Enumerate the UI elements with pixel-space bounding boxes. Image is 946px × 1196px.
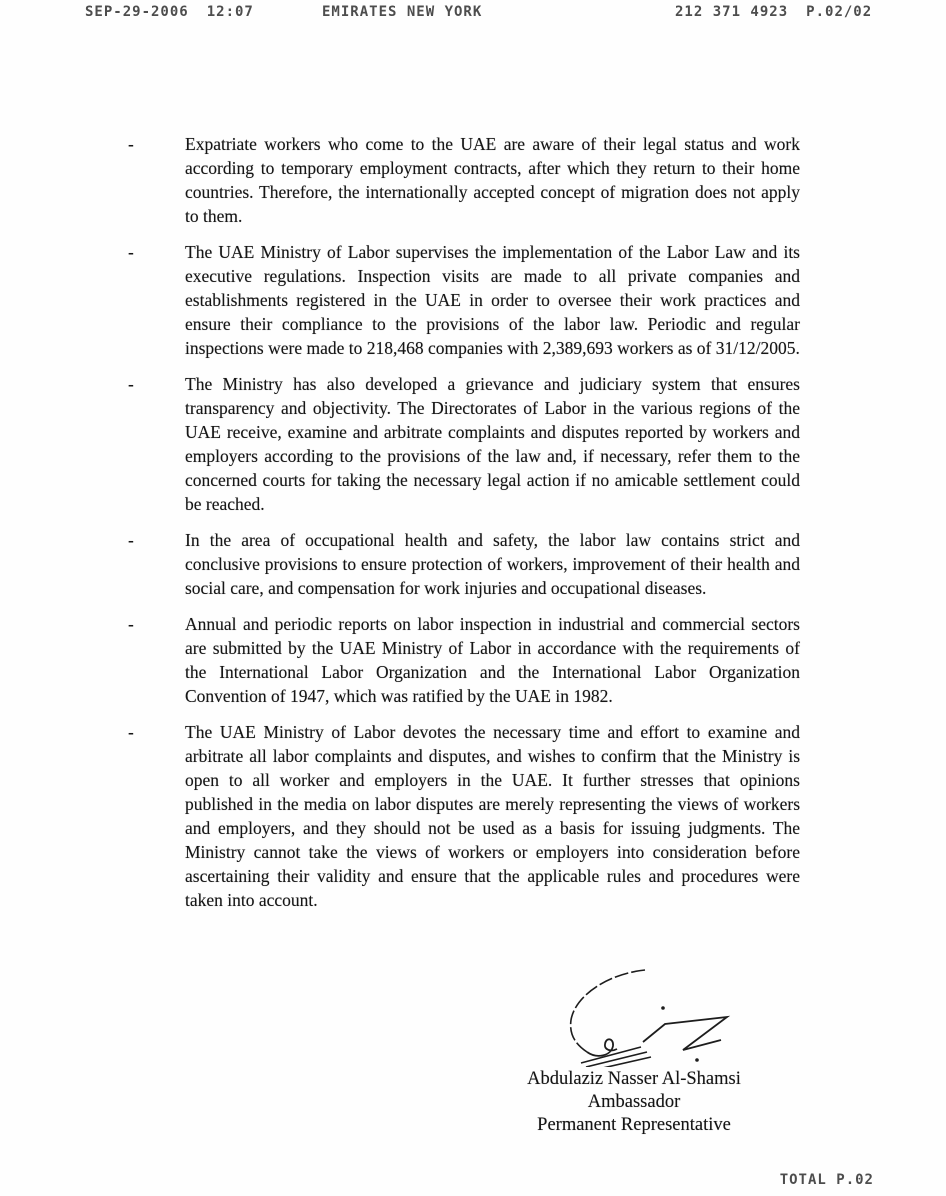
bullet-text: Annual and periodic reports on labor inspection in industrial and commercial sectors are submitted by the UAE Ministry of Labor in accordance with the requirements of the International Labor Organization and the International Labor Organization Convention of 1947, which was ratified by the UAE in 1982. xyxy=(185,614,800,706)
fax-time: 12:07 xyxy=(206,4,254,20)
signature-scribble xyxy=(545,962,755,1067)
bullet-marker: - xyxy=(128,722,134,742)
bullet-text: The Ministry has also developed a grievance and judiciary system that ensures transparency and objectivity. The Directorates of Labor in the various regions of the UAE receive, examine and arbitrate complaints and disputes reported by workers and employers according to the provisions of the law and, if necessary, refer them to the concerned courts for taking the necessary legal action if no amicable settlement could be reached. xyxy=(185,374,800,514)
bullet-marker: - xyxy=(128,530,134,550)
fax-number-page xyxy=(675,4,872,20)
bullet-marker: - xyxy=(128,242,134,262)
bullet-text: The UAE Ministry of Labor supervises the implementation of the Labor Law and its executive regulations. Inspection visits are made to all private companies and establishments registered in the UAE in order to oversee their work practices and ensure their compliance to the provisions of the labor law. Periodic and regular inspections were made to 218,468 companies with 2,389,693 workers as of 31/12/2005. xyxy=(185,242,800,358)
bullet-item xyxy=(128,528,800,600)
bullet-item xyxy=(128,372,800,516)
fax-header-datetime xyxy=(85,4,254,20)
signatory-role: Permanent Representative xyxy=(537,1115,731,1135)
signature-block xyxy=(450,1068,818,1137)
bullet-list xyxy=(128,132,800,924)
bullet-text: In the area of occupational health and safety, the labor law contains strict and conclusive provisions to ensure protection of workers, improvement of their health and social care, and compensation for work injuries and occupational diseases. xyxy=(185,530,800,598)
bullet-marker: - xyxy=(128,134,134,154)
bullet-item xyxy=(128,240,800,360)
bullet-item xyxy=(128,132,800,228)
signatory-name: Abdulaziz Nasser Al-Shamsi xyxy=(527,1069,741,1089)
fax-footer-total: TOTAL P.02 xyxy=(779,1172,874,1188)
fax-number: 212 371 4923 xyxy=(675,4,789,20)
fax-station-name: EMIRATES NEW YORK xyxy=(322,4,483,20)
bullet-item xyxy=(128,612,800,708)
fax-date: SEP-29-2006 xyxy=(85,4,189,20)
signatory-title: Ambassador xyxy=(587,1092,681,1112)
bullet-text: Expatriate workers who come to the UAE are aware of their legal status and work according to temporary employment contracts, after which they return to their home countries. Therefore, the internationally accepted concept of migration does not apply to them. xyxy=(185,134,800,226)
bullet-marker: - xyxy=(128,614,134,634)
bullet-marker: - xyxy=(128,374,134,394)
fax-page-indicator: P.02/02 xyxy=(806,4,873,20)
bullet-text: The UAE Ministry of Labor devotes the necessary time and effort to examine and arbitrate all labor complaints and disputes, and wishes to confirm that the Ministry is open to all worker and employers in the UAE. It further stresses that opinions published in the media on labor disputes are merely representing the views of workers and employers, and they should not be used as a basis for issuing judgments. The Ministry cannot take the views of workers or employers into consideration before ascertaining their validity and ensure that the applicable rules and procedures were taken into account. xyxy=(185,722,800,910)
bullet-item xyxy=(128,720,800,912)
